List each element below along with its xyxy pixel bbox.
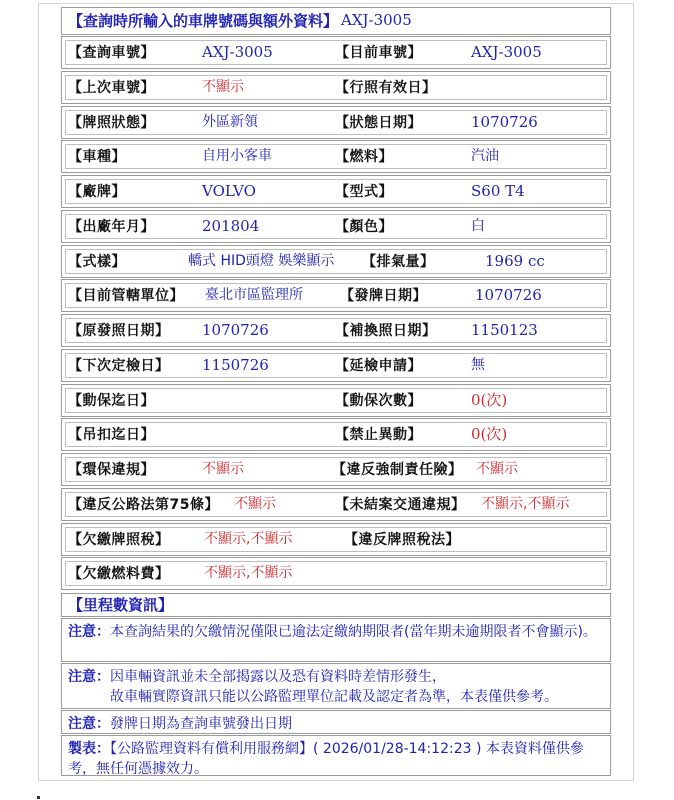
stray-dot bbox=[37, 796, 40, 799]
note-3 bbox=[61, 710, 611, 734]
field-label: 【下次定檢日】 bbox=[68, 357, 170, 374]
field-value: 1150123 bbox=[471, 321, 538, 339]
info-row bbox=[61, 557, 611, 590]
info-row bbox=[61, 453, 611, 486]
field-label: 【違反公路法第75條】 bbox=[68, 496, 219, 513]
field-label: 【型式】 bbox=[335, 184, 393, 200]
note-4-text: 【公路監理資料有償利用服務網】( 2026/01/28-14:12:23 ) 本表資料僅供參考，無任何憑據效力。 bbox=[68, 741, 584, 778]
field-label: 【禁止異動】 bbox=[335, 427, 422, 444]
info-row bbox=[61, 418, 611, 451]
info-row bbox=[61, 106, 611, 139]
field-label: 【牌照狀態】 bbox=[68, 114, 155, 131]
field-label: 【狀態日期】 bbox=[335, 114, 422, 131]
field-label: 【顏色】 bbox=[335, 218, 393, 235]
field-value: 201804 bbox=[202, 216, 260, 235]
info-row bbox=[61, 140, 611, 173]
note-1-label: 注意： bbox=[68, 624, 110, 640]
note-4-label: 製表： bbox=[68, 741, 110, 757]
note-1-text: 本查詢結果的欠繳情況僅限已逾法定繳納期限者(當年期未逾期限者不會顯示)。 bbox=[110, 624, 597, 640]
field-value: 不顯示,不顯示 bbox=[481, 495, 570, 512]
field-label: 【目前管轄單位】 bbox=[68, 288, 184, 305]
field-value: AXJ-3005 bbox=[202, 43, 273, 61]
field-value: 轎式 HID頭燈 娛樂顯示 bbox=[188, 252, 335, 269]
field-value: 自用小客車 bbox=[202, 148, 272, 165]
title-label: 【查詢時所輸入的車牌號碼與額外資料】 bbox=[68, 12, 339, 30]
field-label: 【吊扣迄日】 bbox=[68, 427, 155, 444]
info-row bbox=[61, 384, 611, 417]
field-label: 【廠牌】 bbox=[68, 184, 126, 200]
note-3-label: 注意： bbox=[68, 716, 110, 732]
field-value: 無 bbox=[471, 356, 485, 373]
field-label: 【查詢車號】 bbox=[68, 45, 155, 61]
field-label: 【式樣】 bbox=[68, 253, 126, 270]
field-label: 【發牌日期】 bbox=[340, 288, 427, 305]
field-value: AXJ-3005 bbox=[471, 43, 542, 61]
field-value: 外區新領 bbox=[202, 113, 258, 130]
field-value: 1070726 bbox=[202, 321, 269, 339]
field-label: 【排氣量】 bbox=[362, 253, 435, 270]
field-value: 1150726 bbox=[202, 355, 269, 374]
field-label: 【行照有效日】 bbox=[335, 79, 437, 96]
field-label: 【補換照日期】 bbox=[335, 323, 437, 339]
field-value: 不顯示 bbox=[202, 461, 244, 477]
mileage-header-row bbox=[61, 593, 611, 617]
info-row bbox=[61, 349, 611, 382]
info-row bbox=[61, 210, 611, 243]
field-label: 【環保違規】 bbox=[68, 462, 155, 478]
info-row bbox=[61, 279, 611, 312]
field-value: 不顯示,不顯示 bbox=[204, 565, 293, 582]
mileage-header: 【里程數資訊】 bbox=[68, 596, 174, 614]
title-plate: AXJ-3005 bbox=[341, 11, 412, 29]
field-label: 【上次車號】 bbox=[68, 79, 155, 96]
field-label: 【目前車號】 bbox=[335, 45, 422, 61]
field-label: 【延檢申請】 bbox=[335, 357, 422, 374]
vehicle-info-card bbox=[61, 7, 611, 776]
field-value: 1070726 bbox=[475, 286, 542, 305]
field-label: 【未結案交通違規】 bbox=[335, 496, 466, 513]
field-label: 【原發照日期】 bbox=[68, 323, 170, 339]
field-label: 【欠繳牌照稅】 bbox=[68, 531, 170, 548]
field-label: 【動保迄日】 bbox=[68, 392, 155, 409]
field-label: 【動保次數】 bbox=[335, 392, 422, 409]
field-value: 不顯示,不顯示 bbox=[204, 530, 293, 547]
info-row bbox=[61, 245, 611, 278]
field-value: 不顯示 bbox=[202, 78, 244, 95]
info-row bbox=[61, 523, 611, 556]
field-value: 1070726 bbox=[471, 112, 538, 131]
field-value: 臺北市區監理所 bbox=[205, 287, 303, 304]
note-2-label: 注意： bbox=[68, 669, 110, 685]
field-label: 【車種】 bbox=[68, 149, 126, 166]
info-row bbox=[61, 314, 611, 347]
field-label: 【燃料】 bbox=[335, 149, 393, 166]
note-2 bbox=[61, 663, 611, 709]
title-row bbox=[61, 7, 611, 35]
field-value: 0(次) bbox=[471, 390, 508, 409]
note-2-text: 因車輛資訊並未全部揭露以及恐有資料時差情形發生， bbox=[110, 669, 446, 685]
field-label: 【違反牌照稅法】 bbox=[344, 531, 460, 548]
field-label: 【欠繳燃料費】 bbox=[68, 566, 170, 583]
field-label: 【違反強制責任險】 bbox=[332, 462, 463, 478]
field-value: 不顯示 bbox=[476, 461, 518, 477]
note-3-text: 發牌日期為查詢車號發出日期 bbox=[110, 716, 292, 732]
info-row bbox=[61, 71, 611, 104]
field-value: 不顯示 bbox=[234, 495, 276, 512]
info-row bbox=[61, 488, 611, 521]
note-4 bbox=[61, 735, 611, 776]
field-value: S60 T4 bbox=[471, 182, 525, 200]
note-2-text-line2: 故車輛實際資訊只能以公路監理單位記載及認定者為準，本表僅供參考。 bbox=[110, 689, 558, 706]
field-value: 1969 cc bbox=[485, 251, 545, 270]
field-value: 白 bbox=[471, 217, 485, 234]
field-value: VOLVO bbox=[202, 182, 256, 200]
info-row bbox=[61, 175, 611, 208]
field-value: 0(次) bbox=[471, 425, 508, 444]
info-row bbox=[61, 36, 611, 69]
field-label: 【出廠年月】 bbox=[68, 218, 155, 235]
field-value: 汽油 bbox=[471, 148, 499, 165]
note-1 bbox=[61, 618, 611, 662]
